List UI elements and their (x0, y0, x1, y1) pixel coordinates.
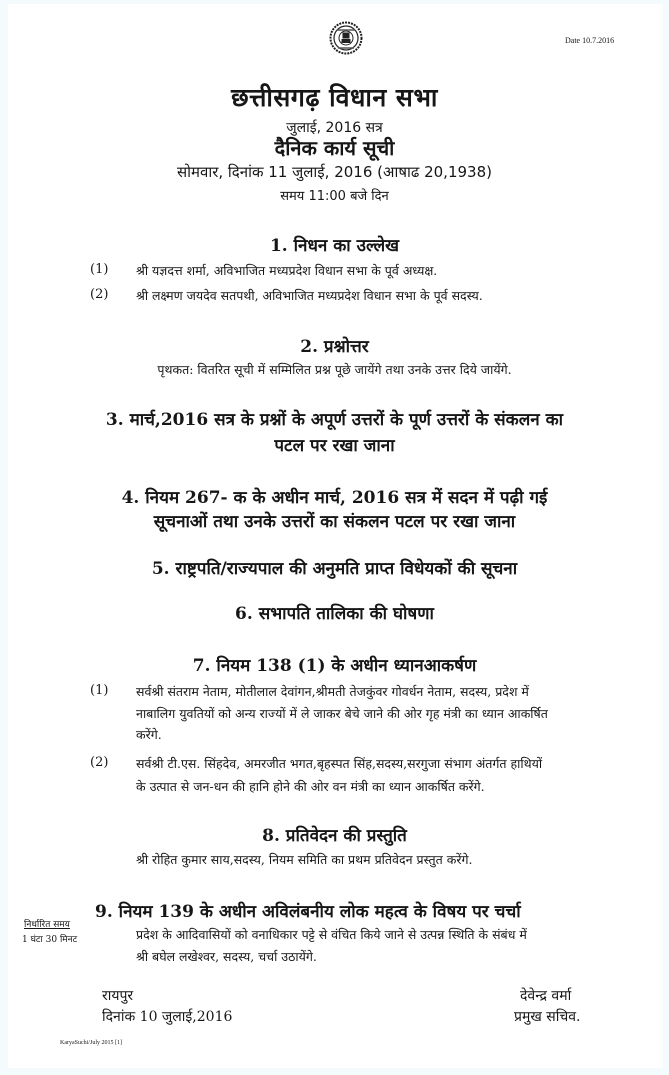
section-6-heading: 6. सभापति तालिका की घोषणा (235, 604, 434, 624)
section-1-item-1-number: (1) (90, 262, 109, 277)
section-4-heading-line-2: सूचनाओं तथा उनके उत्तरों का संकलन पटल पर रखा जाना (153, 512, 516, 532)
section-8-heading: 8. प्रतिवेदन की प्रस्तुति (262, 826, 407, 846)
section-3-heading-line-2: पटल पर रखा जाना (274, 436, 395, 456)
signatory-title: प्रमुख सचिव. (514, 1009, 581, 1025)
section-3-heading-line-1: 3. मार्च,2016 सत्र के प्रश्नों के अपूर्ण उत्तरों के पूर्ण उत्तरों के संकलन का (105, 410, 564, 430)
section-7-item-1-number: (1) (90, 683, 109, 698)
section-1-item-1-text: श्री यज्ञदत्त शर्मा, अविभाजित मध्यप्रदेश विधान सभा के पूर्व अध्यक्ष. (136, 263, 438, 278)
section-9-heading: 9. नियम 139 के अधीन अविलंबनीय लोक महत्व के विषय पर चर्चा (95, 902, 521, 922)
section-1-item-2-text: श्री लक्ष्मण जयदेव सतपथी, अविभाजित मध्यप्रदेश विधान सभा के पूर्व सदस्य. (136, 288, 483, 303)
assembly-seal-icon (329, 20, 363, 56)
footer-place: रायपुर (102, 988, 134, 1004)
allotted-time-label: निर्धारित समय (24, 920, 70, 930)
file-reference: KaryaSuchi/July 2015 [1] (60, 1040, 122, 1046)
agenda-title: दैनिक कार्य सूची (274, 136, 395, 160)
section-7-item-2-number: (2) (90, 755, 109, 770)
section-7-item-1-line-3: करेंगे. (136, 727, 162, 742)
section-9-line-2: श्री बघेल लखेश्वर, सदस्य, चर्चा उठायेंगे. (136, 949, 317, 964)
section-5-heading: 5. राष्ट्रपति/राज्यपाल की अनुमति प्राप्त विधेयकों की सूचना (151, 559, 518, 579)
section-7-heading: 7. नियम 138 (1) के अधीन ध्यानआकर्षण (192, 656, 477, 676)
section-7-item-2-line-2: के उत्पात से जन-धन की हानि होने की ओर वन मंत्री का ध्यान आकर्षित करेंगे. (136, 779, 485, 794)
section-2-text: पृथकत: वितरित सूची में सम्मिलित प्रश्न पूछे जायेंगे तथा उनके उत्तर दिये जायेंगे. (157, 362, 512, 377)
section-7-item-1-line-1: सर्वश्री संतराम नेताम, मोतीलाल देवांगन,श्रीमती तेजकुंवर गोवर्धन नेताम, सदस्य, प्रदेश में (136, 684, 529, 699)
section-2-heading: 2. प्रश्नोत्तर (300, 337, 369, 357)
sitting-date: सोमवार, दिनांक 11 जुलाई, 2016 (आषाढ 20,1938) (177, 163, 492, 181)
section-7-item-2-line-1: सर्वश्री टी.एस. सिंहदेव, अमरजीत भगत,बृहस्पत सिंह,सदस्य,सरगुजा संभाग अंतर्गत हाथियों (136, 756, 543, 771)
section-7-item-1-line-2: नाबालिग युवतियों को अन्य राज्यों में ले जाकर बेचे जाने की ओर गृह मंत्री का ध्यान आकर्षित (136, 706, 548, 721)
session-label: जुलाई, 2016 सत्र (286, 120, 383, 136)
section-1-item-2-number: (2) (90, 287, 109, 302)
sitting-time: समय 11:00 बजे दिन (280, 189, 389, 204)
document-date: Date 10.7.2016 (565, 36, 615, 45)
section-1-heading: 1. निधन का उल्लेख (269, 236, 400, 256)
signatory-name: देवेन्द्र वर्मा (520, 988, 572, 1004)
section-8-text: श्री रोहित कुमार साय,सदस्य, नियम समिति का प्रथम प्रतिवेदन प्रस्तुत करेंगे. (136, 852, 473, 867)
assembly-title: छत्तीसगढ़ विधान सभा (231, 83, 438, 112)
allotted-time-value: 1 घंटा 30 मिनट (22, 935, 78, 945)
section-4-heading-line-1: 4. नियम 267- क के अधीन मार्च, 2016 सत्र में सदन में पढ़ी गई (121, 488, 548, 508)
section-9-line-1: प्रदेश के आदिवासियों को वनाधिकार पट्टे से वंचित किये जाने से उत्पन्न स्थिति के संबंध में (136, 927, 527, 942)
footer-date: दिनांक 10 जुलाई,2016 (102, 1009, 233, 1025)
